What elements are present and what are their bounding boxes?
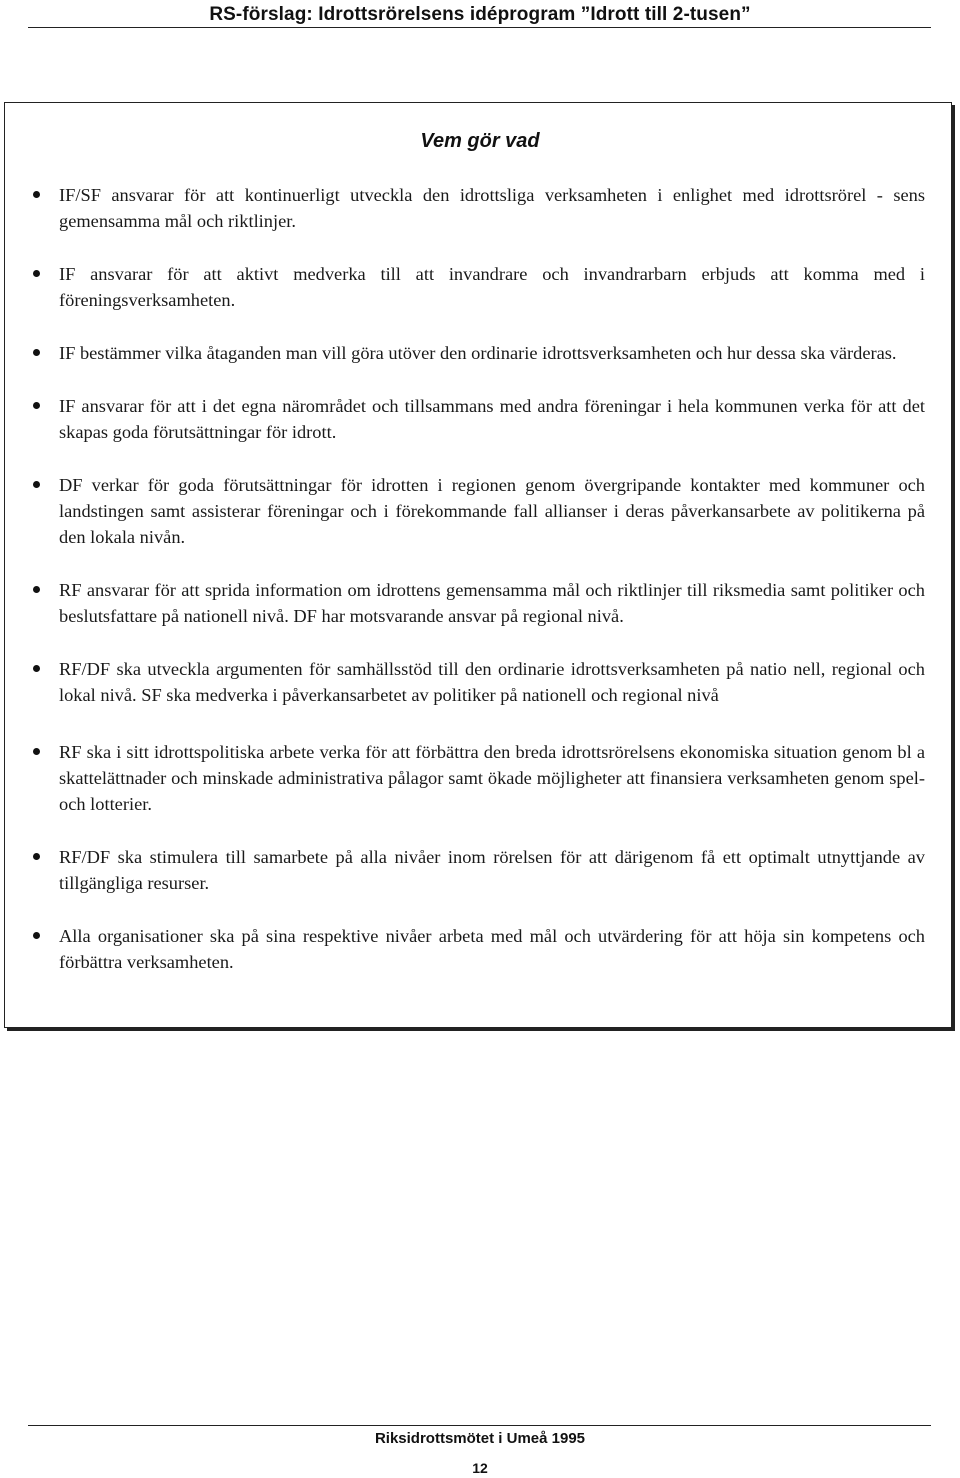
bullet-icon	[33, 191, 40, 198]
bullet-text: DF verkar för goda förutsättningar för idrotten i regionen genom övergripande kontakter med kommuner och landstingen samt assisterar föreningar och i förekommande fall allianser i deras påverkansarbete av politikerna på den lokala nivån.	[59, 475, 925, 547]
bullet-icon	[33, 665, 40, 672]
list-item	[59, 182, 925, 234]
page-number: 12	[472, 1460, 488, 1476]
bullet-icon	[33, 586, 40, 593]
bullet-text: Alla organisationer ska på sina respektive nivåer arbeta med mål och utvärdering för att höja sin kompetens och förbättra verksamheten.	[59, 926, 925, 972]
list-item	[59, 261, 925, 313]
bullet-text: IF ansvarar för att i det egna närområdet och tillsammans med andra föreningar i hela kommunen verka för att det skapas goda förutsättningar för idrott.	[59, 396, 925, 442]
list-item	[59, 577, 925, 629]
list-item	[59, 739, 925, 817]
list-item	[59, 656, 925, 708]
bullet-list	[0, 182, 960, 1002]
header-rule	[28, 27, 931, 28]
list-item	[59, 393, 925, 445]
bullet-icon	[33, 402, 40, 409]
bullet-text: RF ansvarar för att sprida information om idrottens gemensamma mål och riktlinjer till riksmedia samt politiker och beslutsfattare på nationell nivå. DF har motsvarande ansvar på regional nivå.	[59, 580, 925, 626]
bullet-icon	[33, 748, 40, 755]
list-item	[59, 472, 925, 550]
running-header: RS-förslag: Idrottsrörelsens idéprogram ”Idrott till 2-tusen”	[209, 4, 751, 25]
bullet-icon	[33, 270, 40, 277]
bullet-text: RF/DF ska utveckla argumenten för samhällsstöd till den ordinarie idrottsverksamheten på natio nell, regional och lokal nivå. SF ska medverka i påverkansarbetet av politiker på nationell och regional nivå	[59, 659, 925, 705]
bullet-text: IF/SF ansvarar för att kontinuerligt utveckla den idrottsliga verksamheten i enlighet med idrottsrörel - sens gemensamma mål och riktlinjer.	[59, 185, 925, 231]
footer-rule	[28, 1425, 931, 1426]
bullet-text: IF ansvarar för att aktivt medverka till att invandrare och invandrarbarn erbjuds att komma med i föreningsverksamheten.	[59, 264, 925, 310]
list-item	[59, 844, 925, 896]
bullet-icon	[33, 932, 40, 939]
bullet-icon	[33, 481, 40, 488]
list-item	[59, 340, 925, 366]
bullet-text: IF bestämmer vilka åtaganden man vill göra utöver den ordinarie idrottsverksamheten och hur dessa ska värderas.	[59, 343, 897, 363]
bullet-text: RF/DF ska stimulera till samarbete på alla nivåer inom rörelsen för att därigenom få ett optimalt utnyttjande av tillgängliga resurser.	[59, 847, 925, 893]
bullet-icon	[33, 853, 40, 860]
list-item	[59, 923, 925, 975]
footer-text: Riksidrottsmötet i Umeå 1995	[374, 1430, 586, 1447]
bullet-text: RF ska i sitt idrottspolitiska arbete verka för att förbättra den breda idrottsrörelsens ekonomiska situation genom bl a skattelättnader och minskade administrativa pålagor samt ökade möjligheter att finansiera verksamheten genom spel- och lotterier.	[59, 742, 925, 814]
bullet-icon	[33, 349, 40, 356]
section-title: Vem gör vad	[420, 130, 540, 152]
